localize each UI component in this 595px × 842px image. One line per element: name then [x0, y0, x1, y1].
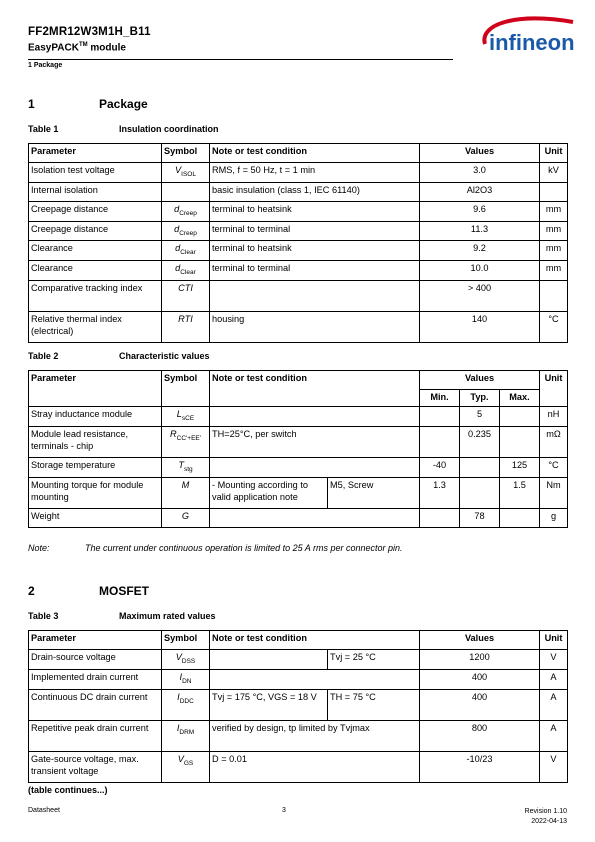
max-rated-table	[28, 630, 568, 783]
typ-cell	[460, 477, 500, 508]
symbol-cell: $R_{CC'+EE'}$	[162, 426, 210, 457]
table-row	[29, 689, 568, 720]
min-cell: -40	[420, 457, 460, 477]
header-section-label: 1 Package	[28, 62, 63, 69]
infineon-logo	[477, 14, 583, 60]
document-subtitle: EasyPACK™ module	[28, 42, 126, 54]
parameter-cell: Comparative tracking index	[29, 281, 162, 312]
table-3-caption: Table 3 Maximum rated values	[28, 611, 216, 621]
symbol-cell: $L_{sCE}$	[162, 407, 210, 427]
value-cell: > 400	[420, 281, 540, 312]
min-cell	[420, 426, 460, 457]
symbol-cell	[162, 182, 210, 201]
max-cell	[500, 407, 540, 427]
parameter-cell: Storage temperature	[29, 457, 162, 477]
value-cell: 400	[420, 669, 540, 689]
condition-cell: Tvj = 175 °C, VGS = 18 V	[210, 689, 328, 720]
value-cell: Al2O3	[420, 182, 540, 201]
value-cell: 1200	[420, 650, 540, 670]
table-row	[29, 457, 568, 477]
condition-cell: M5, Screw	[328, 477, 420, 508]
unit-cell: °C	[540, 312, 568, 343]
value-cell: 3.0	[420, 163, 540, 183]
footer-page-number: 3	[282, 807, 286, 814]
symbol-cell: $d_{Creep}$	[162, 201, 210, 221]
col-header: Values	[420, 371, 540, 390]
value-cell: 800	[420, 720, 540, 751]
unit-cell: kV	[540, 163, 568, 183]
condition-cell: terminal to terminal	[210, 221, 420, 241]
condition-cell: terminal to heatsink	[210, 201, 420, 221]
table-row	[29, 261, 568, 281]
col-header: Unit	[540, 631, 568, 650]
condition-cell: verified by design, tp limited by Tvjmax	[210, 720, 420, 751]
typ-cell: 5	[460, 407, 500, 427]
symbol-cell: $V_{GS}$	[162, 751, 210, 782]
condition-cell: - Mounting according to valid application note	[210, 477, 328, 508]
section-heading-mosfet: 2 MOSFET	[28, 584, 149, 598]
col-header: Symbol	[162, 631, 210, 650]
col-header: Values	[420, 631, 540, 650]
table-row	[29, 221, 568, 241]
condition-cell: terminal to heatsink	[210, 241, 420, 261]
symbol-cell: $d_{Clear}$	[162, 261, 210, 281]
condition-cell: terminal to terminal	[210, 261, 420, 281]
sub-header: Max.	[500, 390, 540, 407]
condition-cell	[210, 457, 420, 477]
unit-cell: g	[540, 508, 568, 527]
min-cell	[420, 407, 460, 427]
value-cell: 140	[420, 312, 540, 343]
table-row	[29, 650, 568, 670]
footer-doc-type: Datasheet	[28, 807, 60, 814]
parameter-cell: Creepage distance	[29, 221, 162, 241]
col-header: Parameter	[29, 631, 162, 650]
document-title: FF2MR12W3M1H_B11	[28, 26, 151, 38]
unit-cell: mΩ	[540, 426, 568, 457]
parameter-cell: Drain-source voltage	[29, 650, 162, 670]
table-1-caption: Table 1 Insulation coordination	[28, 124, 219, 134]
col-header: Unit	[540, 144, 568, 163]
header-divider	[28, 59, 453, 60]
parameter-cell: Internal isolation	[29, 182, 162, 201]
condition-cell: Tvj = 25 °C	[328, 650, 420, 670]
parameter-cell: Gate-source voltage, max. transient voltage	[29, 751, 162, 782]
symbol-cell: M	[162, 477, 210, 508]
footer-revision: Revision 1.10 2022-04-13	[524, 808, 567, 825]
table-row	[29, 751, 568, 782]
table-row	[29, 426, 568, 457]
table-row	[29, 407, 568, 427]
parameter-cell: Implemented drain current	[29, 669, 162, 689]
parameter-cell: Creepage distance	[29, 201, 162, 221]
table-2-caption: Table 2 Characteristic values	[28, 351, 210, 361]
col-header: Values	[420, 144, 540, 163]
value-cell: -10/23	[420, 751, 540, 782]
col-header: Unit	[540, 371, 568, 407]
condition-cell	[210, 669, 420, 689]
condition-cell: RMS, f = 50 Hz, t = 1 min	[210, 163, 420, 183]
table-row	[29, 163, 568, 183]
min-cell: 1.3	[420, 477, 460, 508]
table-row	[29, 508, 568, 527]
min-cell	[420, 508, 460, 527]
value-cell: 9.2	[420, 241, 540, 261]
col-header: Note or test condition	[210, 371, 420, 407]
max-cell: 125	[500, 457, 540, 477]
table-row	[29, 281, 568, 312]
parameter-cell: Weight	[29, 508, 162, 527]
note: Note: The current under continuous operation is limited to 25 A rms per connector pin.	[28, 543, 403, 553]
unit-cell: nH	[540, 407, 568, 427]
value-cell: 400	[420, 689, 540, 720]
parameter-cell: Continuous DC drain current	[29, 689, 162, 720]
symbol-cell: CTI	[162, 281, 210, 312]
table-row	[29, 669, 568, 689]
sub-header: Min.	[420, 390, 460, 407]
symbol-cell: $I_{DRM}$	[162, 720, 210, 751]
col-header: Note or test condition	[210, 144, 420, 163]
condition-cell	[210, 508, 420, 527]
col-header: Parameter	[29, 144, 162, 163]
unit-cell: V	[540, 650, 568, 670]
condition-cell	[210, 650, 328, 670]
unit-cell: V	[540, 751, 568, 782]
condition-cell: TH=25°C, per switch	[210, 426, 420, 457]
table-row	[29, 201, 568, 221]
table-continues: (table continues...)	[28, 785, 108, 795]
sub-header: Typ.	[460, 390, 500, 407]
symbol-cell: RTI	[162, 312, 210, 343]
symbol-cell: $V_{DSS}$	[162, 650, 210, 670]
symbol-cell: $d_{Creep}$	[162, 221, 210, 241]
unit-cell: °C	[540, 457, 568, 477]
unit-cell: Nm	[540, 477, 568, 508]
symbol-cell: $I_{DN}$	[162, 669, 210, 689]
symbol-cell: $I_{DDC}$	[162, 689, 210, 720]
condition-cell	[210, 281, 420, 312]
section-heading-package: 1 Package	[28, 97, 148, 111]
unit-cell	[540, 182, 568, 201]
parameter-cell: Stray inductance module	[29, 407, 162, 427]
max-cell	[500, 508, 540, 527]
parameter-cell: Mounting torque for module mounting	[29, 477, 162, 508]
unit-cell	[540, 281, 568, 312]
typ-cell	[460, 457, 500, 477]
parameter-cell: Isolation test voltage	[29, 163, 162, 183]
parameter-cell: Clearance	[29, 241, 162, 261]
col-header: Parameter	[29, 371, 162, 407]
insulation-table	[28, 143, 568, 343]
unit-cell: mm	[540, 201, 568, 221]
characteristic-table	[28, 370, 568, 528]
typ-cell: 78	[460, 508, 500, 527]
condition-cell: basic insulation (class 1, IEC 61140)	[210, 182, 420, 201]
symbol-cell: $T_{stg}$	[162, 457, 210, 477]
symbol-cell: $V_{ISOL}$	[162, 163, 210, 183]
value-cell: 10.0	[420, 261, 540, 281]
col-header: Symbol	[162, 371, 210, 407]
value-cell: 11.3	[420, 221, 540, 241]
value-cell: 9.6	[420, 201, 540, 221]
table-row	[29, 241, 568, 261]
col-header: Symbol	[162, 144, 210, 163]
condition-cell: TH = 75 °C	[328, 689, 420, 720]
symbol-cell: G	[162, 508, 210, 527]
unit-cell: mm	[540, 221, 568, 241]
table-row	[29, 720, 568, 751]
parameter-cell: Repetitive peak drain current	[29, 720, 162, 751]
unit-cell: A	[540, 689, 568, 720]
typ-cell: 0.235	[460, 426, 500, 457]
max-cell: 1.5	[500, 477, 540, 508]
unit-cell: A	[540, 669, 568, 689]
condition-cell: housing	[210, 312, 420, 343]
condition-cell	[210, 407, 420, 427]
table-row	[29, 477, 568, 508]
unit-cell: mm	[540, 261, 568, 281]
unit-cell: A	[540, 720, 568, 751]
max-cell	[500, 426, 540, 457]
symbol-cell: $d_{Clear}$	[162, 241, 210, 261]
parameter-cell: Module lead resistance, terminals - chip	[29, 426, 162, 457]
unit-cell: mm	[540, 241, 568, 261]
col-header: Note or test condition	[210, 631, 420, 650]
parameter-cell: Relative thermal index (electrical)	[29, 312, 162, 343]
table-row	[29, 182, 568, 201]
logo-text: infineon	[489, 30, 575, 55]
condition-cell: D = 0.01	[210, 751, 420, 782]
table-row	[29, 312, 568, 343]
parameter-cell: Clearance	[29, 261, 162, 281]
